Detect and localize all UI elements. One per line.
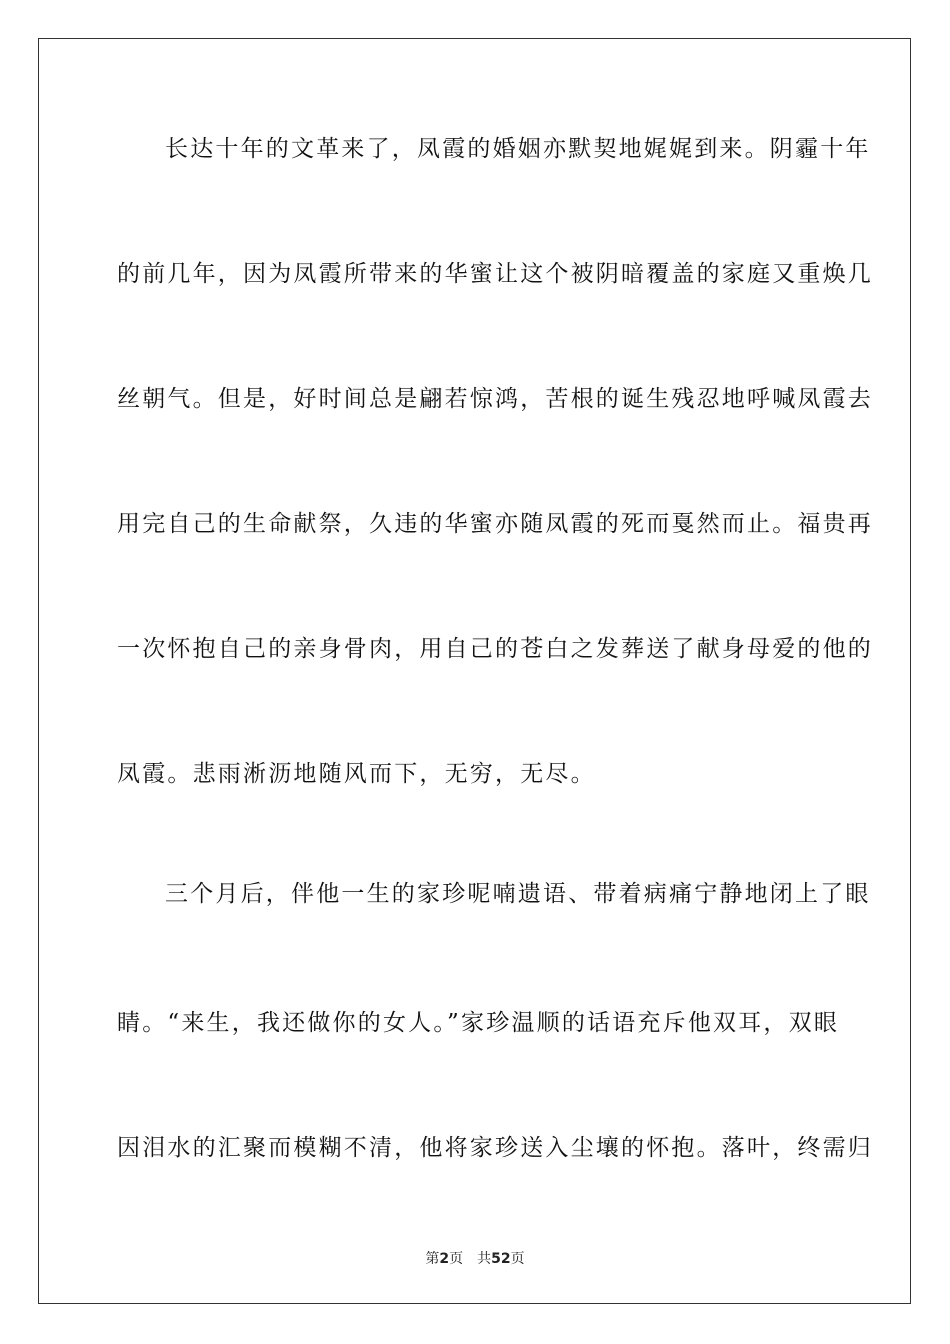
total-pages: 52 <box>491 1251 511 1267</box>
total-suffix: 页 <box>510 1251 525 1267</box>
page-prefix: 第 <box>425 1251 440 1267</box>
total-prefix: 共 <box>477 1251 492 1267</box>
page-border <box>38 38 911 1304</box>
paragraph-1-line-6: 凤霞。悲雨淅沥地随风而下，无穷，无尽。 <box>117 761 596 787</box>
paragraph-1-line-3: 丝朝气。但是，好时间总是翩若惊鸿，苦根的诞生残忍地呼喊凤霞去 <box>117 386 873 412</box>
page-number: 2 <box>439 1251 450 1267</box>
paragraph-1-line-5: 一次怀抱自己的亲身骨肉，用自己的苍白之发葬送了献身母爱的他的 <box>117 636 873 662</box>
page-suffix: 页 <box>449 1251 464 1267</box>
paragraph-1-line-1: 长达十年的文革来了，凤霞的婚姻亦默契地娓娓到来。阴霾十年 <box>165 136 871 162</box>
paragraph-2-line-2: 睛。“来生，我还做你的女人。”家珍温顺的话语充斥他双耳，双眼 <box>117 1010 840 1036</box>
paragraph-2-line-1: 三个月后，伴他一生的家珍呢喃遗语、带着病痛宁静地闭上了眼 <box>165 881 871 907</box>
paragraph-2-line-3: 因泪水的汇聚而模糊不清，他将家珍送入尘壤的怀抱。落叶，终需归 <box>117 1135 873 1161</box>
paragraph-1-line-4: 用完自己的生命献祭，久违的华蜜亦随凤霞的死而戛然而止。福贵再 <box>117 511 873 537</box>
paragraph-1-line-2: 的前几年，因为凤霞所带来的华蜜让这个被阴暗覆盖的家庭又重焕几 <box>117 261 873 287</box>
page-footer <box>0 1250 950 1268</box>
